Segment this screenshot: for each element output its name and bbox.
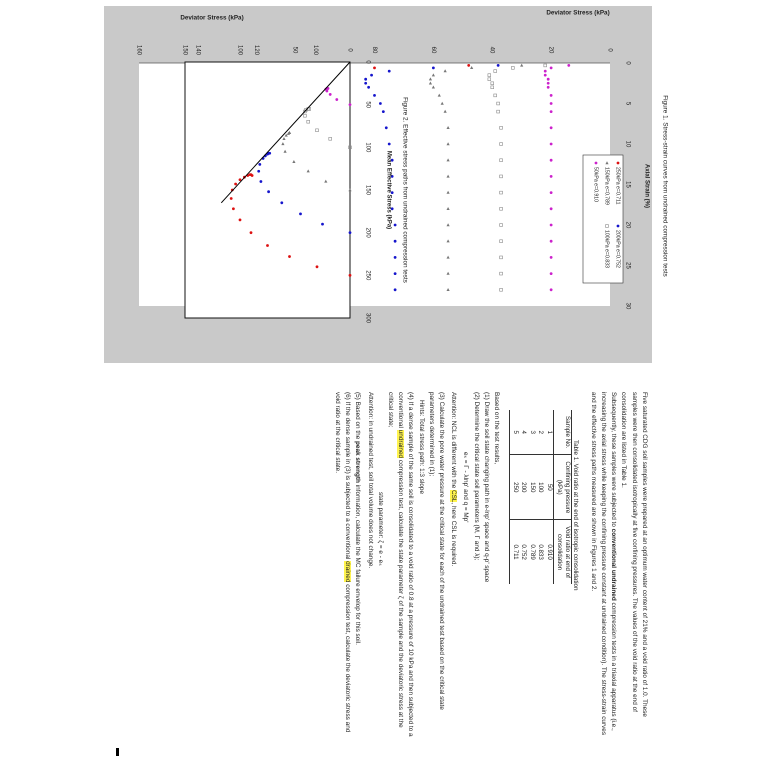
- x-axis-title: Mean Effective Stress (kPa): [385, 150, 392, 230]
- figure-2-caption: Figure 2. Effective stress paths from undrained compression tests: [401, 97, 409, 283]
- y-tick-label: 60: [429, 46, 436, 54]
- table-row: 2 100 0.833: [536, 410, 545, 584]
- x-tick-label: 100: [364, 142, 371, 153]
- question-6: (6) If the dense sample in (3) is subjected to a conventional drained compression test, calculate the deviatoric stress and void ratio at the critical state.: [334, 392, 352, 733]
- question-1: (1) Draw the soil state changing path in e-lnp' space and q-p' space: [482, 392, 490, 583]
- y-tick-label: 150: [181, 44, 188, 56]
- x-tick-label: 15: [624, 181, 631, 188]
- x-tick-label: 50: [364, 101, 371, 109]
- table-row: 5 250 0.711: [510, 410, 519, 584]
- table-1: [509, 410, 579, 737]
- y-tick-label: 80: [370, 46, 377, 54]
- table-row: 4 200 0.752: [519, 410, 528, 584]
- question-3: (3) Calculate the pore water pressure at the critical state for each of the undrained test based on the critical state parameters determined in (1);: [427, 392, 446, 710]
- x-tick-label: 150: [364, 184, 371, 196]
- x-tick-label: 30: [624, 302, 631, 310]
- y-tick-label: 140: [194, 44, 201, 56]
- table-row: 1 50 0.910: [544, 410, 553, 584]
- y-tick-label: 120: [253, 44, 260, 56]
- attention-volume: Attention: in undrained test, soil total volume does not change.: [366, 392, 374, 569]
- figure-1-caption: Figure 1. Stress-strain curves from undrained compression tests: [661, 95, 669, 277]
- question-4: (4) If a dense sample of the same soil is consolidated to a void ratio of 0.8 at a pressure of 10 kPa and then subjected to a conventional undrained compression test, calculate the state parameter ζ of the sample and the deviatoric stress at the critical state;: [387, 392, 415, 737]
- void-ratio-table: Sample No. Confining pressure Void ratio at end of (kPa) consolidation 1 50 0.910 2 100 0.833 3 150 0.789 4 200 0.752 5 250 0.711: [509, 410, 572, 584]
- y-axis-title: Deviator Stress (kPa): [546, 9, 610, 17]
- legend-entry: 100kPa e=0.833: [603, 230, 610, 268]
- x-tick-label: 20: [624, 221, 631, 229]
- question-5: (5) Based on the peak strength information, calculate the MC failure envelop for this soil.: [354, 392, 362, 645]
- y-axis-title: Deviator Stress (kPa): [180, 14, 244, 22]
- based-on-text: Based on the test results,: [493, 392, 501, 465]
- y-tick-label: 100: [236, 44, 243, 56]
- x-tick-label: 5: [624, 101, 631, 106]
- state-parameter-equation: state parameter: ζ = e - eₛ: [376, 492, 384, 566]
- y-tick-label: 50: [291, 46, 298, 54]
- x-tick-label: 250: [364, 270, 371, 281]
- table-caption: Table 1. Void ratio at the end of isotropic consolidation: [572, 440, 580, 591]
- legend-entry: 150kPa e=0.789: [603, 167, 610, 205]
- attention-csl: Attention: NCL is different with the CSL, here CSL is required.: [450, 392, 458, 567]
- y-tick-label: 0: [346, 48, 353, 52]
- x-tick-label: 10: [624, 140, 631, 148]
- x-tick-label: 25: [624, 262, 631, 269]
- y-tick-label: 20: [547, 46, 554, 54]
- x-tick-label: 0: [364, 60, 371, 64]
- question-2: (2) Determine the critical state soil parameters (M, Γ and λ);: [472, 392, 480, 561]
- intro-paragraph: Five saturated CDG soil samples were prepared at an optimum water content of 21% and a void ratio of 1.0. These samples were then consolidated isotropically at five confining pressures. The values of the void ratio at the end of consolidation are listed in Table 1.: [620, 392, 648, 717]
- legend-entry: 250kPa e=0.711: [614, 167, 621, 205]
- y-tick-label: 0: [606, 48, 613, 52]
- x-tick-label: 200: [364, 227, 371, 238]
- y-tick-label: 100: [312, 44, 319, 56]
- legend-entry: 200kPa e=0.752: [614, 230, 621, 268]
- hints-text: Hints: Total stress path: 1:3 slope: [417, 400, 425, 495]
- legend-entry: 50kPa e=0.910: [592, 167, 599, 203]
- problem-text-page: [97, 382, 657, 743]
- page-bottom-edge: [116, 748, 119, 756]
- y-tick-label: 160: [135, 44, 142, 56]
- question-2-equation: eₛ = Γ - λlnp' and q = Mp': [462, 452, 470, 523]
- table-row: 3 150 0.789: [527, 410, 536, 584]
- y-tick-label: 40: [488, 46, 495, 54]
- x-axis-title: Axial Strain (%): [643, 163, 650, 209]
- procedure-paragraph: Subsequently, these samples were subjected to conventional undrained compression tests in a triaxial apparatus (i.e., increasing the axial stress while keeping the confining pressure constant at undrained condition). The stress-strain curves and the effective stress paths measured are shown in Figures 1 and 2.: [589, 392, 618, 736]
- x-tick-label: 0: [624, 61, 631, 65]
- x-tick-label: 300: [364, 312, 371, 324]
